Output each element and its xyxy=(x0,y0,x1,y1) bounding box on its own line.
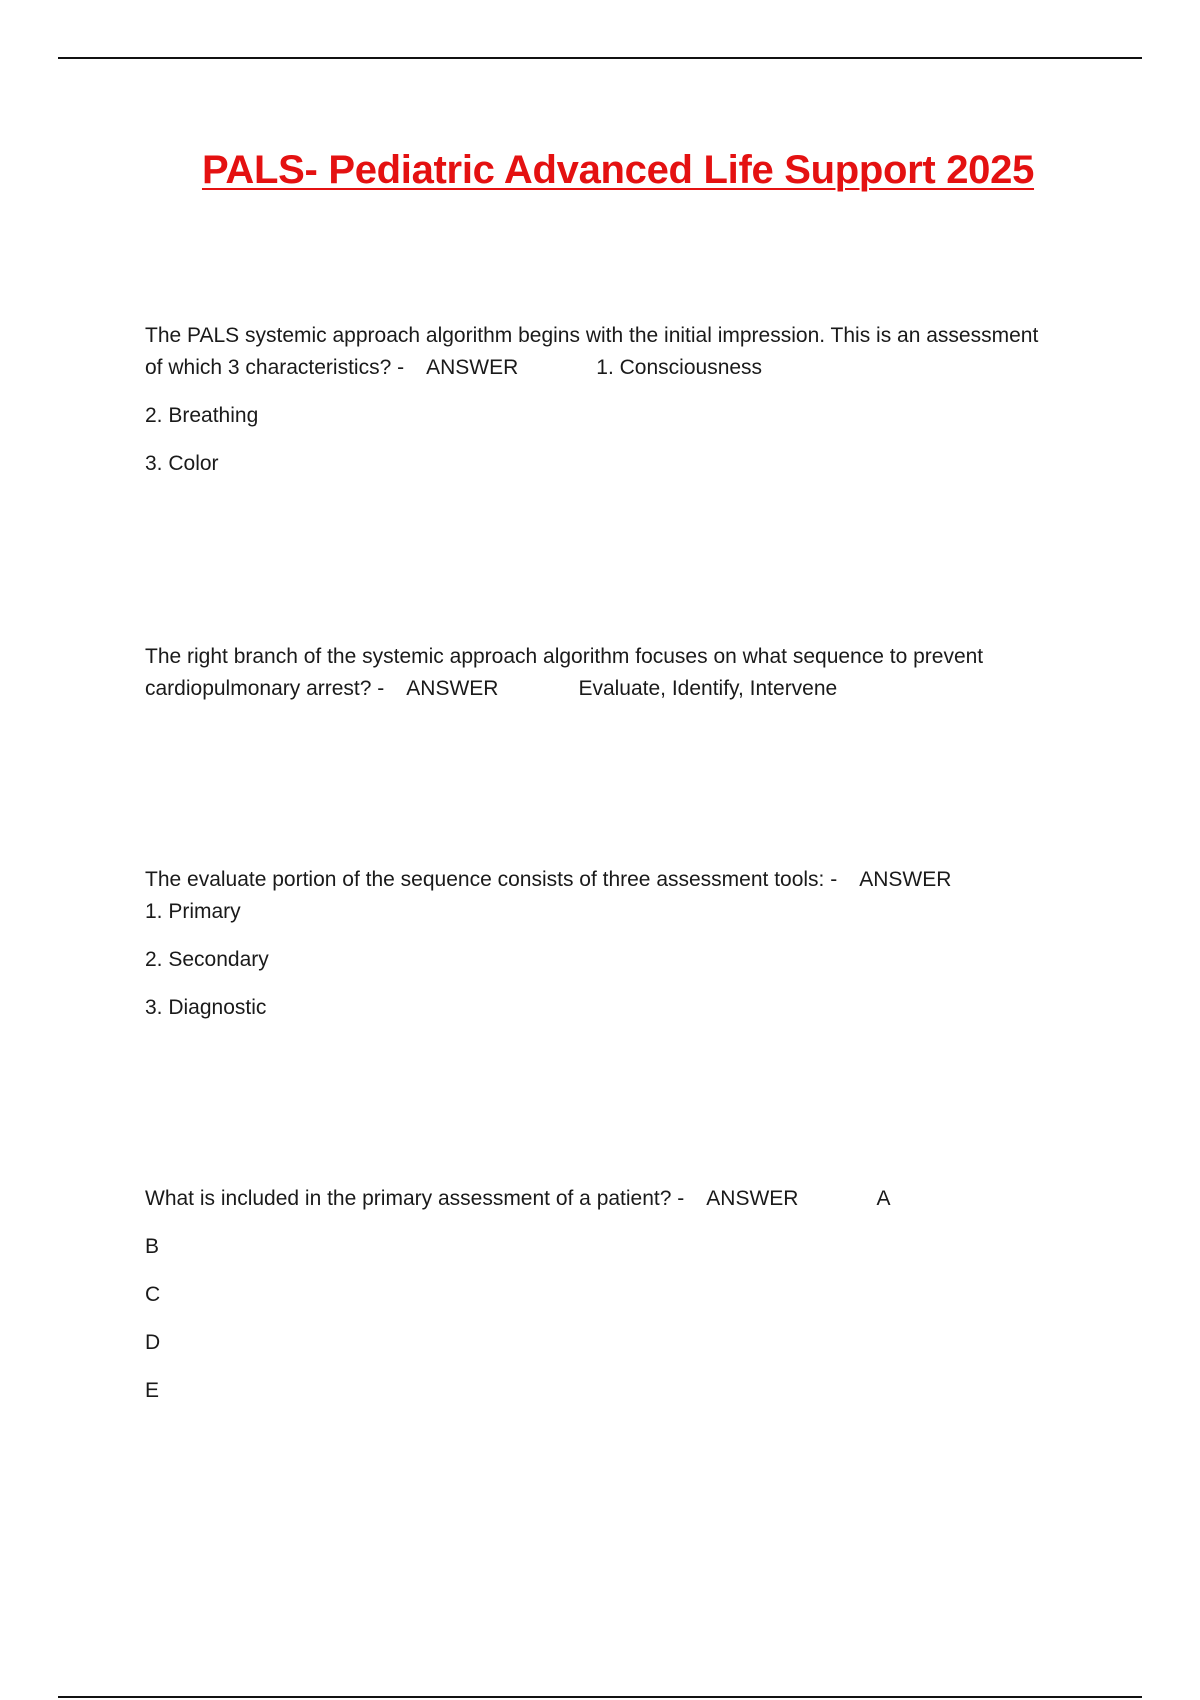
question-text: The evaluate portion of the sequence consists of three assessment tools: - xyxy=(145,868,838,891)
answer-list-item: E xyxy=(145,1379,160,1402)
question-text: cardiopulmonary arrest? - xyxy=(145,677,385,700)
document-title: PALS- Pediatric Advanced Life Support 2025 xyxy=(201,148,1035,192)
question-answer-line xyxy=(145,1183,1085,1215)
answer-label: ANSWER xyxy=(426,356,519,379)
header-rule xyxy=(58,57,1142,59)
qa-block-2 xyxy=(145,641,1085,705)
question-text: What is included in the primary assessment of a patient? - xyxy=(145,1187,685,1210)
question-text: The PALS systemic approach algorithm begins with the initial impression. This is an assessment xyxy=(145,324,1039,347)
qa-block-3 xyxy=(145,864,1085,1024)
footer-rule xyxy=(58,1696,1142,1698)
answer-label: ANSWER xyxy=(706,1187,799,1210)
question-answer-line xyxy=(145,673,1085,705)
answer-text: Evaluate, Identify, Intervene xyxy=(578,677,838,700)
answer-list-item: 3. Color xyxy=(145,452,219,475)
qa-block-1 xyxy=(145,320,1085,480)
answer-list-item: D xyxy=(145,1331,161,1354)
answer-text: 1. Primary xyxy=(145,900,241,923)
question-text: The right branch of the systemic approach algorithm focuses on what sequence to prevent xyxy=(145,645,984,668)
question-answer-line xyxy=(145,864,1085,896)
answer-list-item: 3. Diagnostic xyxy=(145,996,267,1019)
answer-list-item: 2. Breathing xyxy=(145,404,259,427)
answer-text: A xyxy=(876,1187,891,1210)
question-text: of which 3 characteristics? - xyxy=(145,356,405,379)
qa-block-4 xyxy=(145,1183,1085,1407)
answer-list-item: C xyxy=(145,1283,161,1306)
answer-list-item: 2. Secondary xyxy=(145,948,269,971)
answer-text: 1. Consciousness xyxy=(596,356,763,379)
answer-label: ANSWER xyxy=(859,868,952,891)
question-answer-line xyxy=(145,352,1085,384)
answer-label: ANSWER xyxy=(406,677,499,700)
answer-list-item: B xyxy=(145,1235,160,1258)
